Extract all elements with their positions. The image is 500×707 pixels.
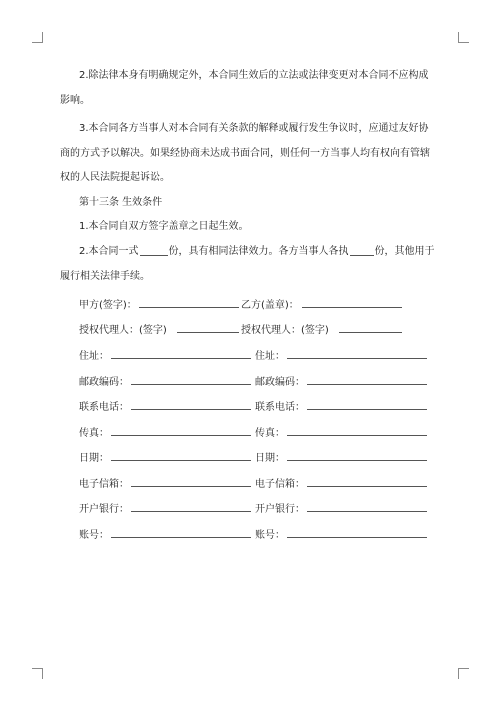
fax-right-label: 传真：: [255, 428, 285, 439]
article-title: [60, 191, 445, 216]
clause-text: 2.本合同一式: [79, 246, 139, 257]
effect-clause-1: [60, 215, 445, 240]
signature-row-postcode: [79, 368, 439, 393]
bank-right-label: 开户银行：: [255, 504, 305, 515]
signature-row-date: [79, 444, 439, 469]
bank-right-blank[interactable]: [307, 511, 427, 512]
crop-mark-bottom-left: [32, 668, 43, 679]
paragraph-clause-3: [60, 117, 445, 191]
clause-text: 份，其他用于: [374, 246, 435, 257]
address-right-label: 住址：: [255, 351, 285, 362]
postcode-right-blank[interactable]: [307, 384, 427, 385]
address-left-blank[interactable]: [111, 358, 251, 359]
postcode-right-label: 邮政编码：: [255, 377, 305, 388]
agent-left-label: 授权代理人：(签字): [79, 325, 167, 336]
date-right-label: 日期：: [255, 453, 285, 464]
signature-row-address: [79, 342, 439, 367]
address-left-label: 住址：: [79, 351, 109, 362]
date-right-blank[interactable]: [287, 460, 427, 461]
date-left-label: 日期：: [79, 453, 109, 464]
bank-left-label: 开户银行：: [79, 504, 129, 515]
bank-left-blank[interactable]: [131, 511, 251, 512]
copies-total-blank[interactable]: [140, 244, 168, 256]
fax-right-blank[interactable]: [287, 435, 427, 436]
crop-mark-top-right: [458, 32, 469, 43]
signature-row-agent: [79, 316, 439, 341]
fax-left-label: 传真：: [79, 428, 109, 439]
phone-left-label: 联系电话：: [79, 402, 129, 413]
signature-row-email: [79, 470, 439, 495]
account-right-blank[interactable]: [287, 537, 427, 538]
agent-right-label: 授权代理人：(签字): [241, 325, 329, 336]
email-left-blank[interactable]: [131, 486, 251, 487]
fax-left-blank[interactable]: [111, 435, 251, 436]
crop-mark-top-left: [32, 32, 43, 43]
signature-row-bank: [79, 495, 439, 520]
account-left-label: 账号：: [79, 530, 109, 541]
postcode-left-blank[interactable]: [131, 384, 251, 385]
agent-right-blank[interactable]: [339, 332, 402, 333]
party-a-label: 甲方(签字)：: [79, 300, 137, 311]
account-left-blank[interactable]: [111, 537, 251, 538]
signature-row-fax: [79, 419, 439, 444]
signature-row-party: [79, 291, 439, 316]
phone-right-blank[interactable]: [307, 409, 427, 410]
account-right-label: 账号：: [255, 530, 285, 541]
article-title-text: 第十三条 生效条件: [79, 197, 163, 208]
signature-row-account: [79, 521, 439, 546]
paragraph-line: 权的人民法院提起诉讼。: [60, 172, 170, 183]
email-right-label: 电子信箱：: [255, 479, 305, 490]
effect-clause-2: [60, 240, 445, 289]
party-b-label: 乙方(盖章)：: [241, 300, 299, 311]
crop-mark-bottom-right: [458, 668, 469, 679]
paragraph-line: 商的方式予以解决。如果经协商未达成书面合同，则任何一方当事人均有权向有管辖: [60, 147, 430, 159]
signature-row-phone: [79, 393, 439, 418]
paragraph-line: 影响。: [60, 94, 90, 106]
effect-clause-1-text: 1.本合同自双方签字盖章之日起生效。: [79, 221, 249, 232]
copies-each-blank[interactable]: [350, 244, 374, 256]
address-right-blank[interactable]: [287, 358, 427, 359]
party-b-blank[interactable]: [302, 307, 402, 308]
paragraph-line: 3.本合同各方当事人对本合同有关条款的解释或履行发生争议时，应通过友好协: [79, 123, 429, 134]
email-left-label: 电子信箱：: [79, 479, 129, 490]
phone-left-blank[interactable]: [131, 409, 251, 410]
paragraph-clause-2: [60, 64, 445, 113]
date-left-blank[interactable]: [111, 460, 251, 461]
clause-text: 份，具有相同法律效力。各方当事人各执: [168, 246, 349, 257]
email-right-blank[interactable]: [307, 486, 427, 487]
paragraph-line: 2.除法律本身有明确规定外，本合同生效后的立法或法律变更对本合同不应构成: [79, 70, 429, 81]
postcode-left-label: 邮政编码：: [79, 377, 129, 388]
phone-right-label: 联系电话：: [255, 402, 305, 413]
agent-left-blank[interactable]: [177, 332, 239, 333]
party-a-blank[interactable]: [139, 307, 239, 308]
clause-text: 履行相关法律手续。: [60, 270, 150, 282]
